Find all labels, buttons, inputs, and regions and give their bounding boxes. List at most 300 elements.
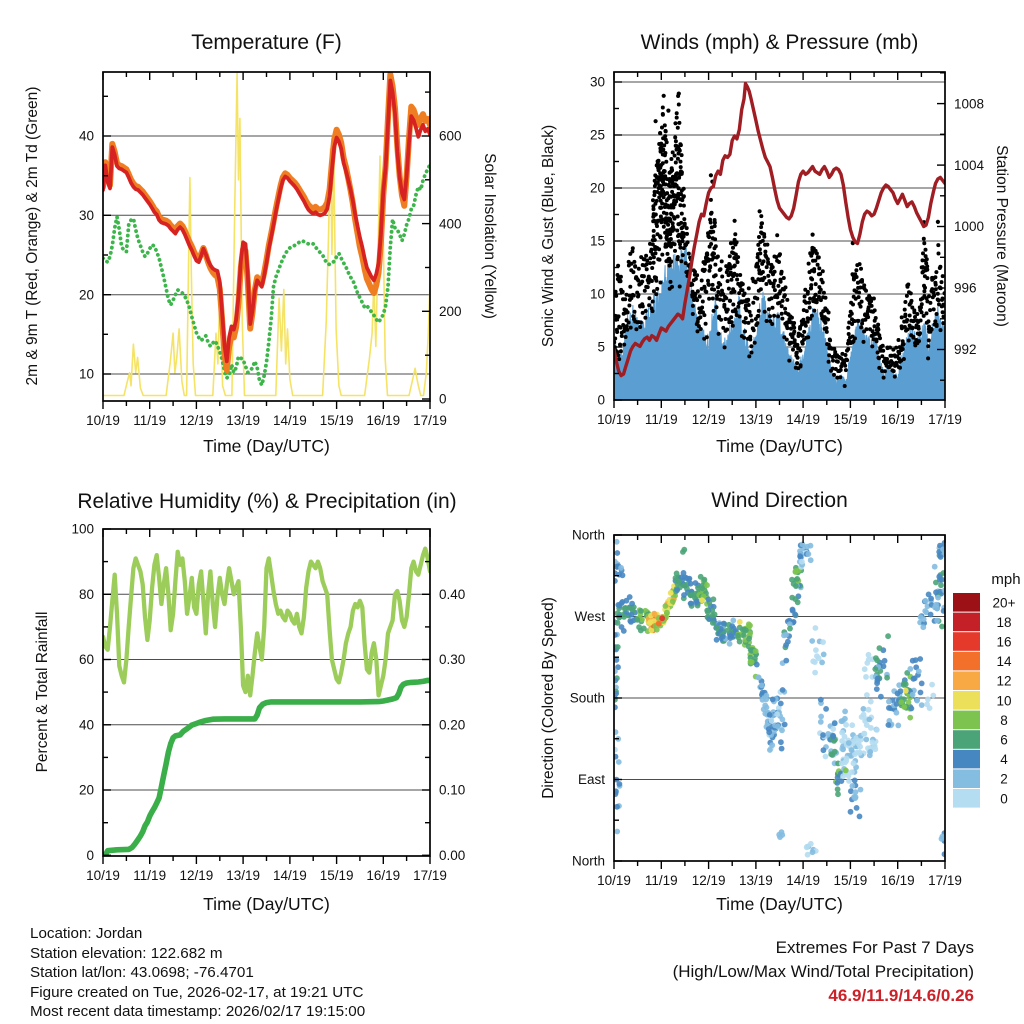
gust-dot — [878, 336, 882, 340]
wind-direction-dot — [849, 722, 855, 728]
wind-direction-dot — [612, 632, 618, 638]
gust-dot — [752, 328, 756, 332]
y-tick-label: 25 — [589, 127, 605, 143]
wind-direction-dot — [929, 682, 935, 688]
gust-outlier-dot — [677, 92, 681, 96]
wind-direction-dot — [912, 675, 918, 681]
wind-direction-dot — [778, 701, 784, 707]
gust-dot — [790, 316, 794, 320]
gust-dot — [693, 270, 697, 274]
gust-dot — [870, 344, 874, 348]
gust-dot — [653, 202, 657, 206]
gust-dot — [633, 310, 637, 314]
gust-dot — [718, 283, 722, 287]
gust-dot — [682, 217, 686, 221]
gust-dot — [808, 306, 812, 310]
wind-direction-dot — [864, 722, 870, 728]
gust-dot — [926, 356, 930, 360]
gust-dot — [643, 289, 647, 293]
colorbar-segment — [953, 632, 980, 651]
wind-direction-dot — [668, 590, 674, 596]
gust-dot — [759, 214, 763, 218]
wind-direction-dot — [759, 683, 765, 689]
colorbar-tick-label: 20+ — [992, 595, 1016, 611]
wind-direction-dot — [770, 697, 776, 703]
gust-dot — [812, 309, 816, 313]
gust-dot — [672, 201, 676, 205]
gust-dot — [845, 358, 849, 362]
gust-dot — [668, 232, 672, 236]
gust-dot — [673, 249, 677, 253]
gust-dot — [711, 297, 715, 301]
gust-dot — [792, 321, 796, 325]
gust-dot — [685, 226, 689, 230]
wind-direction-dot — [614, 829, 620, 835]
gust-dot — [698, 295, 702, 299]
gust-dot — [785, 338, 789, 342]
gust-dot — [839, 368, 843, 372]
gust-dot — [682, 246, 686, 250]
gust-dot — [631, 270, 635, 274]
wind-direction-dot — [868, 699, 874, 705]
x-tick-label: 10/19 — [597, 412, 631, 427]
gust-dot — [796, 356, 800, 360]
gust-dot — [678, 203, 682, 207]
colorbar-tick-label: 14 — [996, 654, 1012, 670]
gust-dot — [864, 289, 868, 293]
colorbar-segment — [953, 691, 980, 710]
wind-direction-dot — [673, 575, 679, 581]
wind-direction-dot — [674, 587, 680, 593]
gust-dot — [748, 338, 752, 342]
y-tick-label: 30 — [78, 208, 94, 223]
gust-dot — [672, 193, 676, 197]
wind-direction-dot — [749, 659, 755, 665]
wind-direction-dot — [774, 711, 780, 717]
y-tick-label: North — [571, 853, 605, 869]
x-tick-label: 11/19 — [644, 873, 678, 888]
gust-dot — [918, 331, 922, 335]
wind-direction-dot — [710, 620, 716, 626]
gust-dot — [621, 290, 625, 294]
gust-dot — [665, 198, 669, 202]
gust-dot — [718, 298, 722, 302]
gust-dot — [664, 160, 668, 164]
gust-dot — [719, 318, 723, 322]
gust-dot — [755, 321, 759, 325]
gust-dot — [707, 235, 711, 239]
gust-dot — [713, 263, 717, 267]
wind-direction-dot — [886, 722, 892, 728]
wind-direction-dot — [928, 612, 934, 618]
x-tick-label: 12/19 — [179, 413, 214, 428]
gust-dot — [728, 299, 732, 303]
gust-dot — [678, 246, 682, 250]
gust-dot — [624, 335, 628, 339]
x-tick-label: 12/19 — [691, 873, 726, 888]
gust-dot — [776, 284, 780, 288]
gust-dot — [650, 266, 654, 270]
gust-dot — [847, 332, 851, 336]
gust-dot — [883, 369, 887, 373]
gust-dot — [657, 168, 661, 172]
gust-dot — [749, 344, 753, 348]
gust-dot — [675, 116, 679, 120]
gust-dot — [743, 292, 747, 296]
gust-dot — [669, 157, 673, 161]
gust-dot — [783, 307, 787, 311]
gust-dot — [898, 366, 902, 370]
wind-direction-dot — [794, 576, 800, 582]
wind-direction-dot — [919, 702, 925, 708]
wind-direction-dot — [702, 577, 708, 583]
gust-dot — [676, 126, 680, 130]
gust-dot — [683, 222, 687, 226]
wind-direction-dot — [855, 738, 861, 744]
gust-dot — [659, 281, 663, 285]
gust-dot — [934, 270, 938, 274]
gust-dot — [821, 269, 825, 273]
gust-dot — [927, 294, 931, 298]
gust-dot — [893, 375, 897, 379]
y-tick-label: 100 — [71, 521, 94, 537]
gust-dot — [862, 283, 866, 287]
gust-dot — [881, 344, 885, 348]
gust-dot — [645, 267, 649, 271]
x-tick-label: 15/19 — [319, 413, 354, 428]
wind-direction-dot — [846, 740, 852, 746]
wind-direction-dot — [907, 666, 913, 672]
wind-direction-dot — [874, 657, 880, 663]
gust-dot — [882, 376, 886, 380]
gust-dot — [707, 283, 711, 287]
wind-direction-dot — [867, 749, 873, 755]
gust-dot — [917, 339, 921, 343]
gust-dot — [843, 364, 847, 368]
gust-dot — [738, 315, 742, 319]
wind-direction-dot — [925, 696, 931, 702]
gust-dot — [924, 248, 928, 252]
gust-dot — [680, 198, 684, 202]
gust-dot — [795, 351, 799, 355]
gust-dot — [712, 309, 716, 313]
gust-dot — [757, 309, 761, 313]
gust-dot — [857, 295, 861, 299]
gust-dot — [728, 254, 732, 258]
gust-dot — [669, 280, 673, 284]
colorbar-tick-label: 10 — [996, 693, 1012, 709]
gust-dot — [676, 157, 680, 161]
wind-direction-dot — [839, 718, 845, 724]
gust-dot — [713, 221, 717, 225]
gust-dot — [700, 279, 704, 283]
x-tick-label: 17/19 — [928, 873, 962, 888]
gust-dot — [668, 264, 672, 268]
x-tick-label: 15/19 — [319, 868, 354, 883]
gust-dot — [785, 326, 789, 330]
gust-dot — [741, 282, 745, 286]
gust-dot — [709, 198, 713, 202]
gust-dot — [925, 257, 929, 261]
gust-dot — [783, 293, 787, 297]
gust-dot — [767, 307, 771, 311]
gust-dot — [646, 285, 650, 289]
gust-dot — [765, 265, 769, 269]
gust-dot — [674, 172, 678, 176]
gust-dot — [652, 261, 656, 265]
gust-dot — [827, 360, 831, 364]
x-tick-label: 14/19 — [786, 873, 820, 888]
gust-dot — [686, 240, 690, 244]
gust-dot — [877, 366, 881, 370]
gust-dot — [711, 230, 715, 234]
gust-dot — [714, 273, 718, 277]
gust-dot — [941, 310, 945, 314]
gust-dot — [798, 349, 802, 353]
x-tick-label: 17/19 — [413, 413, 447, 428]
gust-dot — [876, 323, 880, 327]
gust-dot — [622, 343, 626, 347]
gust-dot — [662, 195, 666, 199]
wind-direction-dot — [699, 597, 705, 603]
gust-dot — [936, 292, 940, 296]
gust-dot — [764, 282, 768, 286]
wind-direction-dot — [793, 596, 799, 602]
gust-dot — [802, 330, 806, 334]
gust-dot — [682, 231, 686, 235]
gust-dot — [713, 237, 717, 241]
gust-dot — [844, 368, 848, 372]
y-tick-label: West — [574, 609, 605, 625]
gust-dot — [806, 290, 810, 294]
gust-dot — [853, 336, 857, 340]
total-rainfall-line — [103, 680, 430, 855]
gust-dot — [666, 223, 670, 227]
gust-dot — [873, 308, 877, 312]
gust-dot — [809, 287, 813, 291]
y-tick-label: 20 — [78, 782, 94, 798]
gust-dot — [631, 246, 635, 250]
gust-dot — [661, 106, 665, 110]
y-tick-label: 0.20 — [439, 717, 466, 733]
gust-dot — [801, 342, 805, 346]
gust-dot — [727, 287, 731, 291]
gust-dot — [927, 338, 931, 342]
gust-dot — [680, 226, 684, 230]
gust-dot — [675, 229, 679, 233]
gust-dot — [825, 326, 829, 330]
gust-outlier-dot — [654, 119, 658, 123]
wind-direction-dot — [886, 705, 892, 711]
gust-dot — [751, 301, 755, 305]
gust-dot — [640, 280, 644, 284]
wind-direction-dot — [898, 688, 904, 694]
wind-direction-dot — [670, 599, 676, 605]
gust-dot — [654, 247, 658, 251]
gust-dot — [663, 123, 667, 127]
wind-direction-dot — [768, 718, 774, 724]
wind-direction-dot — [618, 565, 624, 571]
percent-rainfall-y-left-label: Percent & Total Rainfall — [34, 611, 51, 773]
gust-dot — [780, 312, 784, 316]
gust-dot — [678, 173, 682, 177]
wind-direction-dot — [861, 712, 867, 718]
gust-dot — [903, 308, 907, 312]
gust-dot — [757, 235, 761, 239]
wind-direction-dot — [903, 681, 909, 687]
gust-dot — [641, 304, 645, 308]
gust-dot — [657, 159, 661, 163]
gust-dot — [747, 286, 751, 290]
wind-direction-dot — [705, 609, 711, 615]
gust-dot — [652, 229, 656, 233]
wind-direction-dot — [641, 626, 647, 632]
wind-direction-dot — [843, 722, 849, 728]
gust-dot — [827, 311, 831, 315]
wind-direction-dot — [930, 693, 936, 699]
y-tick-label: 1000 — [954, 219, 985, 235]
extremes-values: 46.9/11.9/14.6/0.26 — [828, 986, 974, 1005]
gust-dot — [627, 304, 631, 308]
wind-direction-dot — [820, 732, 826, 738]
wind-direction-dot — [938, 582, 944, 588]
gust-dot — [808, 297, 812, 301]
gust-dot — [696, 289, 700, 293]
gust-dot — [923, 286, 927, 290]
gust-dot — [940, 280, 944, 284]
wind-direction-dot — [920, 624, 926, 630]
gust-dot — [930, 328, 934, 332]
gust-dot — [922, 289, 926, 293]
wind-direction-dot — [813, 647, 819, 653]
gust-dot — [744, 316, 748, 320]
gust-dot — [658, 258, 662, 262]
wind-direction-dot — [616, 759, 622, 765]
gust-dot — [731, 303, 735, 307]
gust-dot — [753, 341, 757, 345]
colorbar-tick-label: 4 — [1000, 752, 1008, 768]
wind-direction-dot — [780, 687, 786, 693]
x-tick-label: 16/19 — [366, 868, 401, 883]
colorbar-segment — [953, 613, 980, 632]
x-tick-label: 15/19 — [833, 873, 868, 888]
wind-direction-dot — [790, 607, 796, 613]
gust-dot — [666, 252, 670, 256]
temperature-series — [103, 72, 430, 395]
gust-dot — [816, 263, 820, 267]
wind-direction-dot — [634, 617, 640, 623]
gust-dot — [676, 215, 680, 219]
gust-dot — [682, 187, 686, 191]
y-tick-label: 20 — [78, 287, 94, 303]
x-tick-label: 10/19 — [86, 868, 120, 883]
wind-direction-dot — [818, 719, 824, 725]
wind-direction-dot — [763, 696, 769, 702]
wind-direction-dot — [808, 841, 814, 847]
gust-dot — [909, 291, 913, 295]
y-tick-label: 0.00 — [439, 848, 466, 863]
gust-dot — [741, 288, 745, 292]
gust-dot — [682, 204, 686, 208]
wind-direction-dot — [854, 805, 860, 811]
wind-direction-dot — [939, 624, 945, 630]
gust-dot — [657, 195, 661, 199]
wind-direction-dot — [778, 739, 784, 745]
x-tick-label: 16/19 — [880, 412, 915, 427]
wind-direction-dot — [840, 773, 846, 779]
gust-dot — [872, 297, 876, 301]
gust-dot — [925, 311, 929, 315]
gust-dot — [773, 279, 777, 283]
colorbar-segment — [953, 730, 980, 749]
gust-dot — [823, 321, 827, 325]
wind-direction-dot — [818, 714, 824, 720]
gust-dot — [815, 252, 819, 256]
wind-direction-dot — [938, 554, 944, 560]
gust-dot — [677, 233, 681, 237]
gust-dot — [625, 324, 629, 328]
gust-dot — [643, 316, 647, 320]
gust-outlier-dot — [709, 173, 713, 177]
wind-direction-dot — [917, 656, 923, 662]
wind-direction-dot — [823, 706, 829, 712]
wind-direction-dot — [615, 644, 621, 650]
gust-dot — [725, 328, 729, 332]
y-tick-label: 1008 — [954, 96, 985, 112]
gust-dot — [762, 259, 766, 263]
gust-dot — [733, 290, 737, 294]
gust-dot — [709, 221, 713, 225]
wind-direction-dot — [878, 694, 884, 700]
gust-dot — [652, 255, 656, 259]
gust-dot — [932, 307, 936, 311]
gust-dot — [617, 314, 621, 318]
gust-dot — [661, 190, 665, 194]
gust-dot — [691, 304, 695, 308]
gust-dot — [673, 154, 677, 158]
wind-direction-dot — [688, 581, 694, 587]
x-tick-label: 11/19 — [133, 413, 167, 428]
wind-direction-dot — [936, 574, 942, 580]
wind-direction-dot — [711, 596, 717, 602]
wind-direction-dot — [614, 804, 620, 810]
wind-direction-dot — [919, 681, 925, 687]
wind-direction-dot — [872, 666, 878, 672]
wind-direction-dot — [622, 606, 628, 612]
gust-dot — [807, 301, 811, 305]
wind-direction-dot — [684, 575, 690, 581]
gust-dot — [648, 256, 652, 260]
gust-dot — [658, 175, 662, 179]
gust-dot — [877, 356, 881, 360]
y-tick-label: 0 — [439, 391, 447, 407]
temperature-x-axis-label: Time (Day/UTC) — [203, 436, 330, 456]
y-tick-label: 40 — [78, 717, 94, 733]
wind-direction-dot — [654, 627, 660, 633]
y-tick-label: 0.30 — [439, 652, 466, 668]
gust-dot — [647, 296, 651, 300]
colorbar-segment — [953, 671, 980, 690]
wind-direction-dot — [808, 557, 814, 563]
gust-dot — [709, 242, 713, 246]
gust-dot — [749, 314, 753, 318]
wind-direction-dot — [844, 756, 850, 762]
gust-dot — [680, 153, 684, 157]
wind-direction-dot — [805, 852, 811, 858]
gust-dot — [763, 250, 767, 254]
station-latlon: Station lat/lon: 43.0698; -76.4701 — [30, 964, 254, 981]
gust-dot — [678, 142, 682, 146]
